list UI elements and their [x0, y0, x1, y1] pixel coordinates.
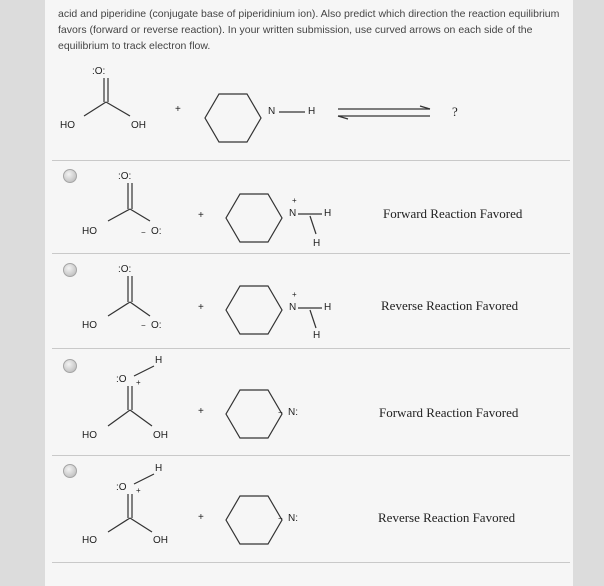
option-radio[interactable] [63, 359, 77, 373]
divider [52, 455, 570, 456]
oxide-label: O: [151, 226, 162, 237]
divider [52, 160, 570, 161]
piperidide-ring [226, 386, 286, 446]
hydrogen-label: H [155, 355, 163, 366]
positive-charge: + [136, 486, 141, 495]
option-radio[interactable] [63, 464, 77, 478]
hydrogen-label: H [313, 238, 321, 249]
option-radio[interactable] [63, 169, 77, 183]
oxonium-label: :O [116, 374, 127, 385]
hydroxyl-left-label: HO [82, 535, 97, 546]
hydroxyl-label: HO [82, 320, 97, 331]
hydrogen-label: H [313, 330, 321, 341]
carbonic-acid-structure [80, 78, 160, 138]
result-text: Reverse Reaction Favored [381, 298, 519, 313]
plus-sign: + [198, 302, 204, 313]
piperidide-ring [226, 492, 286, 552]
piperidine-ring [205, 90, 265, 150]
negative-charge: − [278, 408, 283, 417]
divider [52, 562, 570, 563]
negative-charge: − [141, 321, 146, 330]
piperidinium-ring [226, 190, 286, 250]
nitrogen-label: N [289, 208, 297, 219]
result-text: Forward Reaction Favored [383, 206, 523, 221]
plus-sign: + [198, 210, 204, 221]
nitrogen-label: N [289, 302, 297, 313]
hydrogen-label: H [324, 208, 332, 219]
n-h-bond [279, 110, 309, 114]
oxonium-label: :O [116, 482, 127, 493]
hydrogen-label: H [308, 106, 316, 117]
result-text: Forward Reaction Favored [379, 405, 519, 420]
carbonyl-oxygen-label: :O: [118, 264, 132, 275]
nitrogen-anion-label: N: [288, 513, 298, 524]
equilibrium-arrow [338, 106, 432, 120]
positive-charge: + [136, 378, 141, 387]
hydroxyl-left-label: HO [82, 430, 97, 441]
hydrogen-label: H [324, 302, 332, 313]
carbonyl-oxygen-label: :O: [92, 66, 106, 77]
protonated-carbonic-acid [104, 386, 164, 436]
nitrogen-anion-label: N: [288, 407, 298, 418]
o-h-bond [128, 472, 158, 488]
result-text: Reverse Reaction Favored [378, 510, 516, 525]
question-text: acid and piperidine (conjugate base of piperidinium ion). Also predict which direction the reaction equilibrium favors (forward or reverse reaction). In your written submission, use curved arrows on each side of the equilibrium to track electron flow. [58, 8, 560, 52]
nitrogen-label: N [268, 106, 276, 117]
piperidinium-ring [226, 282, 286, 342]
divider [52, 348, 570, 349]
carbonyl-oxygen-label: :O: [118, 171, 132, 182]
option-radio[interactable] [63, 263, 77, 277]
plus-sign: + [198, 512, 204, 523]
hydroxyl-left-label: HO [60, 120, 75, 131]
hydrogen-label: H [155, 463, 163, 474]
negative-charge: − [141, 228, 146, 237]
oxide-label: O: [151, 320, 162, 331]
negative-charge: − [278, 514, 283, 523]
bicarbonate-structure [104, 276, 164, 326]
positive-charge: + [292, 290, 297, 299]
o-h-bond [128, 364, 158, 380]
hydroxyl-right-label: OH [153, 430, 168, 441]
unknown-products: ? [452, 104, 458, 119]
hydroxyl-label: HO [82, 226, 97, 237]
plus-sign: + [198, 406, 204, 417]
plus-sign: + [175, 104, 181, 115]
hydroxyl-right-label: OH [131, 120, 146, 131]
positive-charge: + [292, 196, 297, 205]
divider [52, 253, 570, 254]
hydroxyl-right-label: OH [153, 535, 168, 546]
